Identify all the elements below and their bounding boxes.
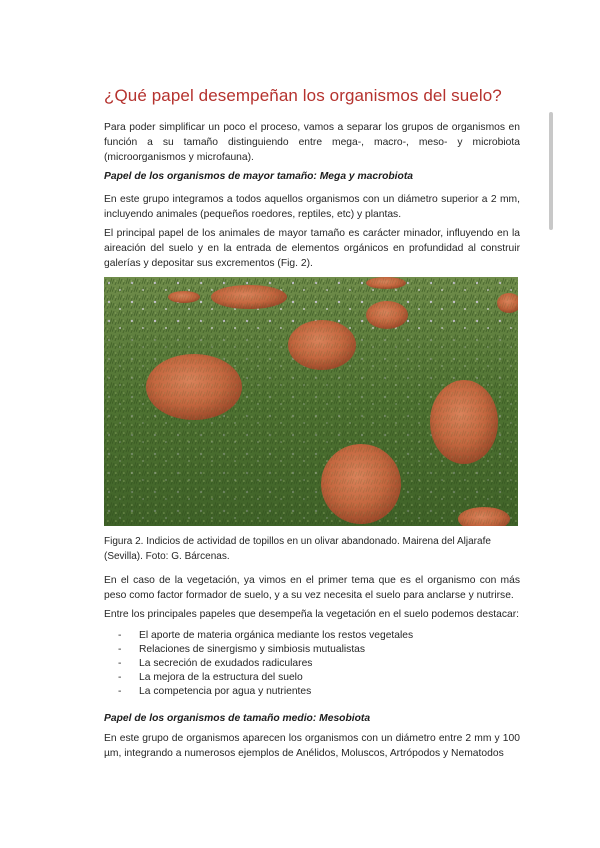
section1-paragraph-1: En este grupo integramos a todos aquellos organismos con un diámetro superior a 2 mm, incluyendo animales (pequeños roedores, reptiles, etc) y plantas. xyxy=(104,194,520,220)
figure-caption: Figura 2. Indicios de actividad de topillos en un olivar abandonado. Mairena del Aljarafe (Sevilla). Foto: G. Bárcenas. xyxy=(104,536,491,562)
section2-paragraph-1: En este grupo de organismos aparecen los organismos con un diámetro entre 2 mm y 100 µm, integrando a numerosos ejemplos de Anélidos, Moluscos, Artrópodos y Nematodos xyxy=(104,733,520,759)
list-item xyxy=(118,671,518,685)
list-item xyxy=(118,685,518,699)
list-bullet: - xyxy=(118,644,122,655)
intro-paragraph: Para poder simplificar un poco el proceso, vamos a separar los grupos de organismos en función a su tamaño distinguiendo entre mega-, macro-, meso- y microbiota (microorganismos y microfauna). xyxy=(104,122,520,163)
scrollbar[interactable] xyxy=(549,112,553,230)
list-bullet: - xyxy=(118,686,122,697)
list-item-text: La competencia por agua y nutrientes xyxy=(139,686,312,697)
section1-heading: Papel de los organismos de mayor tamaño: Mega y macrobiota xyxy=(104,171,413,182)
list-bullet: - xyxy=(118,658,122,669)
figure-2-photo xyxy=(104,277,518,526)
list-bullet: - xyxy=(118,630,122,641)
list-bullet: - xyxy=(118,672,122,683)
page-title: ¿Qué papel desempeñan los organismos del suelo? xyxy=(104,86,502,105)
section1-paragraph-2: El principal papel de los animales de mayor tamaño es carácter minador, influyendo en la aireación del suelo y en la entrada de elementos orgánicos en profundidad al construir galerías y depositar sus excrementos (Fig. 2). xyxy=(104,228,520,269)
section1-paragraph-4: Entre los principales papeles que desempeña la vegetación en el suelo podemos destacar: xyxy=(104,609,520,620)
list-item-text: La mejora de la estructura del suelo xyxy=(139,672,303,683)
list-item xyxy=(118,657,518,671)
section1-paragraph-3: En el caso de la vegetación, ya vimos en el primer tema que es el organismo con más peso como factor formador de suelo, y a su vez necesita el suelo para anclarse y nutrirse. xyxy=(104,575,520,601)
section2-heading: Papel de los organismos de tamaño medio: Mesobiota xyxy=(104,713,371,724)
list-item xyxy=(118,629,518,643)
list-item-text: El aporte de materia orgánica mediante los restos vegetales xyxy=(139,630,414,641)
list-item-text: La secreción de exudados radiculares xyxy=(139,658,313,669)
list-item-text: Relaciones de sinergismo y simbiosis mutualistas xyxy=(139,644,366,655)
list-item xyxy=(118,643,518,657)
vegetation-roles-list xyxy=(118,629,518,699)
